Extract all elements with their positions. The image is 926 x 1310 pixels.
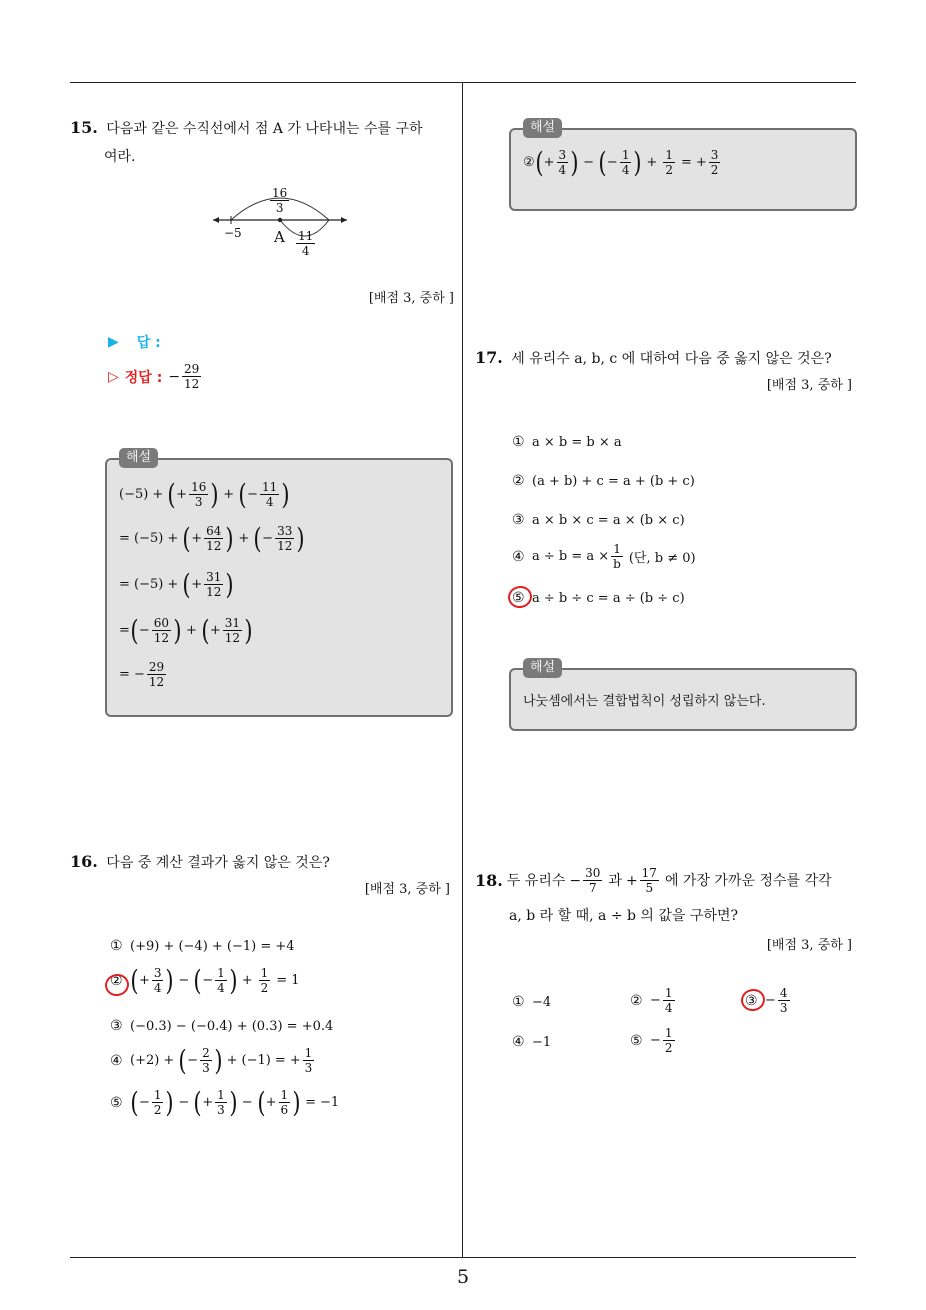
q15-text-line2: 여라. [104,149,136,165]
q16-score: [배점 3, 중하 ] [364,882,450,897]
q15-step4: = ( − $\frac{60}{12}$ ) + ( + $\frac{31}{12}$ ) [119,613,253,647]
q15-number: 15. [70,118,98,137]
q18-question: 18. 두 유리수 − $\frac{30}{7}$ 과 + $\frac{17}{5}$ 에 가장 가까운 정수를 각각 [475,866,832,895]
q15-explanation-box [105,450,453,717]
q17-choice-2[interactable]: ② (a + b) + c = a + (b + c) [512,473,695,489]
q16-choice-5[interactable]: ⑤ ( − $\frac{1}{2}$ ) − ( + $\frac{1}{3}$ ) − ( + $\frac{1}{6}$ ) = −1 [110,1085,340,1119]
q18-score: [배점 3, 중하 ] [766,938,852,953]
q17-number: 17. [475,348,503,367]
q17-choice-4[interactable]: ④ a ÷ b = a × $\frac{1}{b}$ (단, b ≠ 0) [512,542,696,571]
q18-text-a: 두 유리수 [506,872,566,889]
q17-explanation-box [509,660,857,731]
q17-explanation-tag: 해설 [523,658,562,678]
q15-text-line1: 다음과 같은 수직선에서 점 A 가 나타내는 수를 구하 [106,121,423,137]
q16-choice-2[interactable]: ② ( + $\frac{3}{4}$ ) − ( − $\frac{1}{4}$ ) + $\frac{1}{2}$ = 1 [110,963,300,997]
q17-score: [배점 3, 중하 ] [766,378,852,393]
figure-bottom-fraction: $\frac{11}{4}$ [298,229,314,258]
q17-choice-1[interactable]: ① a × b = b × a [512,434,622,450]
q17-question [475,344,860,373]
bottom-rule [70,1257,856,1258]
column-divider [462,83,463,1258]
q15-answer-row [108,332,161,352]
q16-number: 16. [70,852,98,871]
q18-choice-2[interactable]: ② − $\frac{1}{4}$ [630,986,673,1015]
outline-arrow-icon: ▷ [108,368,119,385]
q15-step3: = (−5) + ( + $\frac{31}{12}$ ) [119,567,234,601]
q15-correct-row [108,362,203,391]
q15-step5: = − $\frac{29}{12}$ [119,660,165,689]
q16-explanation-tag: 해설 [523,118,562,138]
q17-selected-mark [506,584,534,611]
q17-choice-5[interactable]: ⑤ a ÷ b ÷ c = a ÷ (b ÷ c) [512,590,685,606]
page-number: 5 [456,1266,470,1288]
figure-point-label: A [274,228,285,246]
figure-top-fraction: $\frac{16}{3}$ [272,186,288,215]
q15-correct-label: 정답 : [124,369,163,386]
q15-explanation-tag: 해설 [119,448,158,468]
q15-step2: = (−5) + ( + $\frac{64}{12}$ ) + ( − $\frac{33}{12}$ ) [119,521,305,555]
q16-text: 다음 중 계산 결과가 옳지 않은 것은? [106,855,330,871]
q18-text-line2: a, b 라 할 때, a ÷ b 의 값을 구하면? [509,908,738,924]
q18-choice-3[interactable]: ③ − $\frac{4}{3}$ [745,986,788,1015]
q17-choice-3[interactable]: ③ a × b × c = a × (b × c) [512,512,685,528]
q15-score: [배점 3, 중하 ] [368,291,454,306]
q15-question [70,114,455,171]
q16-explanation-formula: ② ( + $\frac{3}{4}$ ) − ( − $\frac{1}{4}$ ) + $\frac{1}{2}$ = + $\frac{3}{2}$ [523,145,719,179]
q18-fraction-2: $\frac{17}{5}$ [641,866,657,895]
q15-answer-label: 답 : [136,335,161,351]
figure-left-label: −5 [224,226,242,240]
q18-choice-1[interactable]: ① −4 [512,994,552,1010]
q18-text-c: 에 가장 가까운 정수를 각각 [664,872,832,889]
q16-question [70,848,455,877]
q18-choice-5[interactable]: ⑤ − $\frac{1}{2}$ [630,1026,673,1055]
q16-explanation-box [509,120,857,211]
q18-fraction-1: $\frac{30}{7}$ [585,866,601,895]
top-rule [70,82,856,83]
q18-number: 18. [475,870,503,890]
q16-choice-3[interactable]: ③ (−0.3) − (−0.4) + (0.3) = +0.4 [110,1018,334,1034]
q17-text: 세 유리수 a, b, c 에 대하여 다음 중 옳지 않은 것은? [511,351,832,367]
q15-step1: (−5) + ( + $\frac{16}{3}$ ) + ( − $\frac{11}{4}$ ) [119,477,290,511]
q15-correct-sign: − [168,368,181,385]
q18-choice-4[interactable]: ④ −1 [512,1034,552,1050]
q17-explanation-text: 나눗셈에서는 결합법칙이 성립하지 않는다. [523,694,766,709]
q15-correct-value: $\frac{29}{12}$ [184,362,200,391]
play-arrow-icon: ▶ [108,334,119,350]
q16-choice-4[interactable]: ④ (+2) + ( − $\frac{2}{3}$ ) + (−1) = + $\frac{1}{3}$ [110,1043,313,1077]
q16-choice-1[interactable]: ① (+9) + (−4) + (−1) = +4 [110,938,295,954]
q18-text-b: 과 [608,872,622,889]
